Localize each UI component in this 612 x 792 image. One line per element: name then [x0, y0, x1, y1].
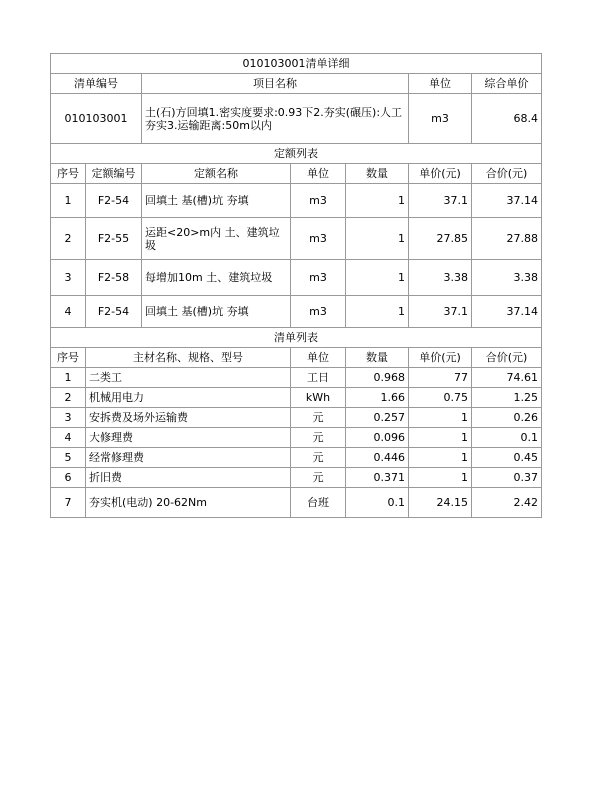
quota-total: 27.88 — [472, 218, 542, 260]
bill-price: 68.4 — [472, 94, 542, 144]
material-total: 1.25 — [472, 388, 542, 408]
quota-price-header: 单价(元) — [409, 164, 472, 184]
material-name: 经常修理费 — [86, 448, 291, 468]
quota-total: 3.38 — [472, 260, 542, 296]
material-unit: 元 — [291, 448, 346, 468]
material-name-header: 主材名称、规格、型号 — [86, 348, 291, 368]
material-seq: 3 — [51, 408, 86, 428]
material-price: 77 — [409, 368, 472, 388]
material-price-header: 单价(元) — [409, 348, 472, 368]
material-price: 1 — [409, 448, 472, 468]
material-unit: 元 — [291, 468, 346, 488]
quota-row — [51, 296, 542, 328]
material-name: 二类工 — [86, 368, 291, 388]
material-section-title: 清单列表 — [51, 328, 542, 348]
material-total-header: 合价(元) — [472, 348, 542, 368]
material-name: 安拆费及场外运输费 — [86, 408, 291, 428]
title-row — [51, 54, 542, 74]
material-seq: 5 — [51, 448, 86, 468]
material-unit: kWh — [291, 388, 346, 408]
material-row — [51, 388, 542, 408]
material-seq-header: 序号 — [51, 348, 86, 368]
bill-code: 010103001 — [51, 94, 142, 144]
quota-price: 3.38 — [409, 260, 472, 296]
quota-unit-header: 单位 — [291, 164, 346, 184]
material-row — [51, 428, 542, 448]
material-seq: 6 — [51, 468, 86, 488]
material-price: 1 — [409, 468, 472, 488]
quota-row — [51, 260, 542, 296]
table-title: 010103001清单详细 — [51, 54, 542, 74]
bill-name-header: 项目名称 — [142, 74, 409, 94]
bill-unit-header: 单位 — [409, 74, 472, 94]
material-total: 0.26 — [472, 408, 542, 428]
material-unit: 工日 — [291, 368, 346, 388]
material-header-row — [51, 348, 542, 368]
material-name: 夯实机(电动) 20-62Nm — [86, 488, 291, 518]
material-unit: 台班 — [291, 488, 346, 518]
quota-code-header: 定额编号 — [86, 164, 142, 184]
quota-total-header: 合价(元) — [472, 164, 542, 184]
material-price: 24.15 — [409, 488, 472, 518]
bill-unit: m3 — [409, 94, 472, 144]
quota-seq: 4 — [51, 296, 86, 328]
quota-name: 每增加10m 土、建筑垃圾 — [142, 260, 291, 296]
quota-qty-header: 数量 — [346, 164, 409, 184]
material-qty-header: 数量 — [346, 348, 409, 368]
material-qty: 0.1 — [346, 488, 409, 518]
bill-row — [51, 94, 542, 144]
material-price: 0.75 — [409, 388, 472, 408]
quota-name: 运距<20>m内 土、建筑垃圾 — [142, 218, 291, 260]
quota-seq-header: 序号 — [51, 164, 86, 184]
material-row — [51, 368, 542, 388]
material-qty: 0.257 — [346, 408, 409, 428]
quota-unit: m3 — [291, 218, 346, 260]
material-seq: 2 — [51, 388, 86, 408]
quota-name: 回填土 基(槽)坑 夯填 — [142, 184, 291, 218]
material-total: 0.37 — [472, 468, 542, 488]
material-seq: 4 — [51, 428, 86, 448]
material-unit: 元 — [291, 428, 346, 448]
bill-name: 土(石)方回填1.密实度要求:0.93下2.夯实(碾压):人工夯实3.运输距离:50m以内 — [142, 94, 409, 144]
quota-row — [51, 184, 542, 218]
material-qty: 0.968 — [346, 368, 409, 388]
quota-unit: m3 — [291, 184, 346, 218]
quota-code: F2-54 — [86, 296, 142, 328]
quota-seq: 2 — [51, 218, 86, 260]
quota-unit: m3 — [291, 260, 346, 296]
material-total: 0.45 — [472, 448, 542, 468]
material-seq: 7 — [51, 488, 86, 518]
quota-code: F2-55 — [86, 218, 142, 260]
quota-section-title: 定额列表 — [51, 144, 542, 164]
quota-price: 27.85 — [409, 218, 472, 260]
material-unit: 元 — [291, 408, 346, 428]
quota-total: 37.14 — [472, 184, 542, 218]
material-row — [51, 448, 542, 468]
quota-price: 37.1 — [409, 296, 472, 328]
quota-unit: m3 — [291, 296, 346, 328]
quota-qty: 1 — [346, 218, 409, 260]
material-total: 2.42 — [472, 488, 542, 518]
quota-seq: 1 — [51, 184, 86, 218]
quota-header-row — [51, 164, 542, 184]
material-qty: 0.371 — [346, 468, 409, 488]
bill-price-header: 综合单价 — [472, 74, 542, 94]
quota-qty: 1 — [346, 296, 409, 328]
material-row — [51, 468, 542, 488]
quota-row — [51, 218, 542, 260]
quota-total: 37.14 — [472, 296, 542, 328]
material-price: 1 — [409, 428, 472, 448]
material-price: 1 — [409, 408, 472, 428]
quota-name-header: 定额名称 — [142, 164, 291, 184]
quota-qty: 1 — [346, 260, 409, 296]
material-qty: 0.446 — [346, 448, 409, 468]
material-section-row — [51, 328, 542, 348]
material-total: 74.61 — [472, 368, 542, 388]
quota-code: F2-54 — [86, 184, 142, 218]
bill-header-row — [51, 74, 542, 94]
quota-code: F2-58 — [86, 260, 142, 296]
material-seq: 1 — [51, 368, 86, 388]
quota-price: 37.1 — [409, 184, 472, 218]
material-unit-header: 单位 — [291, 348, 346, 368]
quota-name: 回填土 基(槽)坑 夯填 — [142, 296, 291, 328]
material-qty: 1.66 — [346, 388, 409, 408]
material-total: 0.1 — [472, 428, 542, 448]
bill-code-header: 清单编号 — [51, 74, 142, 94]
material-row — [51, 488, 542, 518]
material-name: 折旧费 — [86, 468, 291, 488]
quota-section-row — [51, 144, 542, 164]
material-name: 机械用电力 — [86, 388, 291, 408]
material-name: 大修理费 — [86, 428, 291, 448]
material-qty: 0.096 — [346, 428, 409, 448]
bill-detail-table — [50, 53, 542, 518]
material-row — [51, 408, 542, 428]
quota-qty: 1 — [346, 184, 409, 218]
quota-seq: 3 — [51, 260, 86, 296]
